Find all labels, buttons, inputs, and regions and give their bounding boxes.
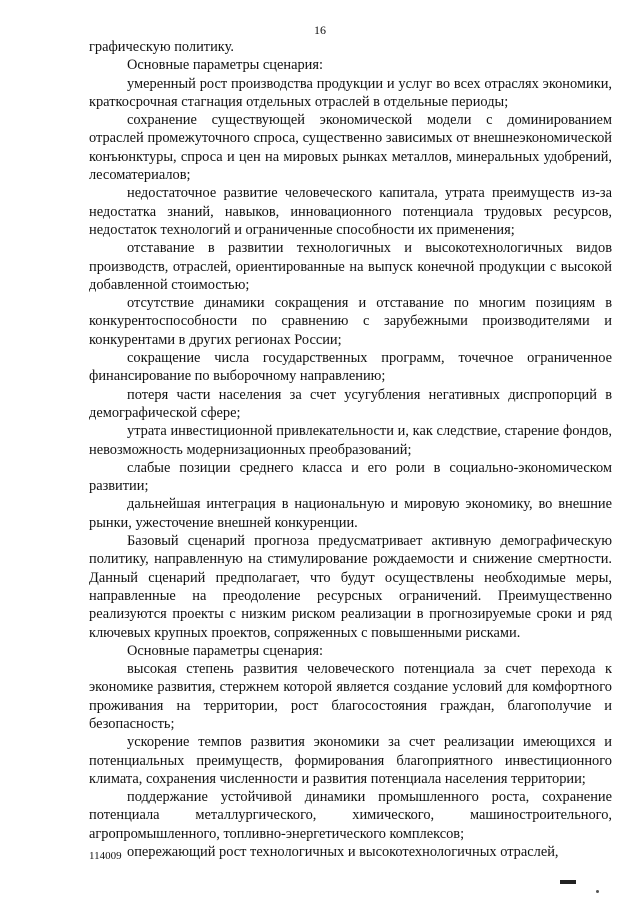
- document-body: [89, 38, 612, 861]
- paragraph: графическую политику.: [89, 39, 234, 55]
- paragraph: Основные параметры сценария:: [127, 642, 323, 659]
- paragraph: высокая степень развития человеческого потенциала за счет перехода к экономике развития, стержнем которой является создание условий для комфортного проживания на территории, рост благосостояния граждан, благополучие и безопасность;: [89, 661, 612, 732]
- scan-artifact: [596, 890, 599, 893]
- paragraph: Основные параметры сценария:: [127, 57, 323, 74]
- paragraph: умеренный рост производства продукции и услуг во всех отраслях экономики, краткосрочная стагнация отдельных отраслей в отдельные периоды;: [89, 75, 612, 110]
- paragraph: опережающий рост технологичных и высокотехнологичных отраслей,: [127, 844, 559, 861]
- page-number: 16: [314, 23, 326, 37]
- paragraph: отставание в развитии технологичных и высокотехнологичных видов производств, отраслей, ориентированные на выпуск конечной продукции с высокой добавленной стоимостью;: [89, 240, 612, 293]
- paragraph: ускорение темпов развития экономики за счет реализации имеющихся и потенциальных преимуществ, формирования благоприятного инвестиционного климата, сохранения численности и развития потенциала населения территории;: [89, 734, 612, 787]
- scan-artifact: [560, 880, 576, 884]
- paragraph: недостаточное развитие человеческого капитала, утрата преимуществ из-за недостатка знаний, навыков, инновационного потенциала трудовых ресурсов, недостаток технологий и ограниченные способности их применения;: [89, 185, 612, 238]
- paragraph: Базовый сценарий прогноза предусматривает активную демографическую политику, направленную на стимулирование рождаемости и снижение смертности. Данный сценарий предполагает, что будут осуществлены необходимые меры, направленные на преодоление ресурсных ограничений. Преимущественно реализуются проекты с низким риском реализации в прогнозируемые сроки и ряд ключевых крупных проектов, сопряженных с повышенными рисками.: [89, 533, 612, 641]
- paragraph: отсутствие динамики сокращения и отставание по многим позициям в конкурентоспособности по сравнению с зарубежными производителями и конкурентами в других регионах России;: [89, 295, 612, 348]
- paragraph: сокращение числа государственных программ, точечное ограниченное финансирование по выборочному направлению;: [89, 350, 612, 385]
- paragraph: потеря части населения за счет усугубления негативных диспропорций в демографической сфере;: [89, 386, 612, 421]
- paragraph: дальнейшая интеграция в национальную и мировую экономику, во внешние рынки, ужесточение внешней конкуренции.: [89, 496, 612, 531]
- paragraph: поддержание устойчивой динамики промышленного роста, сохранение потенциала металлургического, химического, машиностроительного, агропромышленного, топливно-энергетического комплексов;: [89, 789, 612, 842]
- paragraph: сохранение существующей экономической модели с доминированием отраслей промежуточного спроса, существенно зависимых от внешнеэкономической конъюнктуры, спроса и цен на мировых рынках металлов, минеральных удобрений, лесоматериалов;: [89, 112, 612, 184]
- paragraph: слабые позиции среднего класса и его роли в социально-экономическом развитии;: [89, 459, 612, 495]
- document-code: 114009: [89, 850, 122, 862]
- paragraph: утрата инвестиционной привлекательности и, как следствие, старение фондов, невозможность модернизационных преобразований;: [89, 423, 612, 458]
